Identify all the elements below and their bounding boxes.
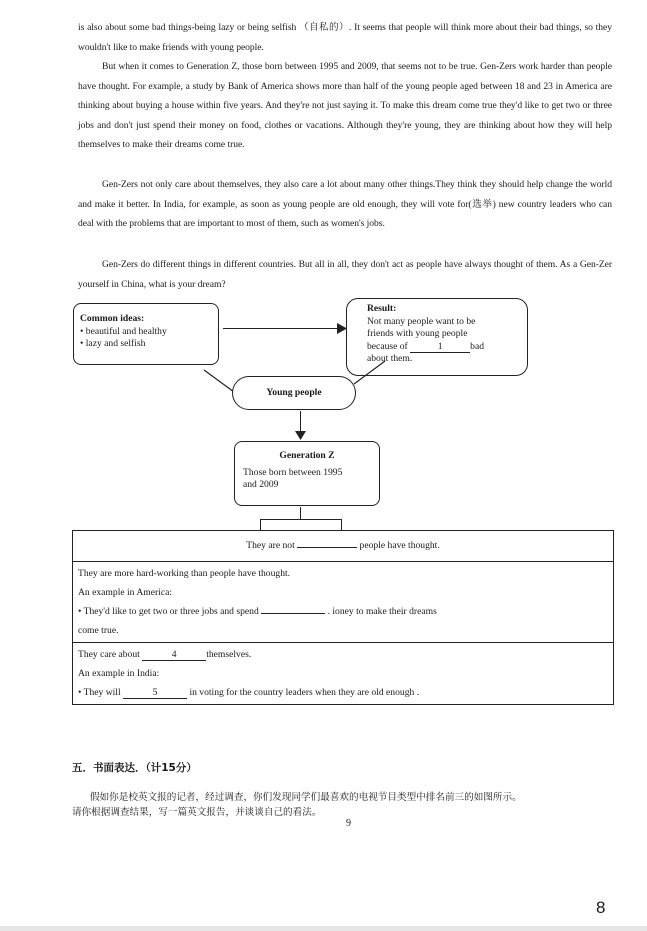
- passage-paragraph-2: But when it comes to Generation Z, those born between 1995 and 2009, that seems not to be true. Gen-Zers work harder than people have thought. For example, a study by Bank of America shows more than half of the young people aged between 18 and 23 in America are thinking about buying a house within five years. And they're not just saying it. To make this dream come true they'd like to get two or three jobs and don't just spend their money on food, clothes or vacations. Although they're young, they are thinking about how they will help themselves to make their dreams come true.: [78, 61, 612, 151]
- page-bottom-edge: [0, 926, 647, 931]
- table-row: [73, 531, 614, 562]
- page-number: 8: [596, 898, 606, 917]
- writing-instruction: 假如你是校英文报的记者，经过调查，你们发现同学们最喜欢的电视节目类型中排名前三的如图所示。: [90, 792, 522, 803]
- answer-blank-5[interactable]: 5: [123, 687, 187, 699]
- answer-blank-2[interactable]: [297, 536, 357, 548]
- table-text: An example in America:: [78, 587, 173, 598]
- common-ideas-title: Common ideas:: [80, 313, 145, 324]
- summary-table: [72, 530, 614, 705]
- result-line: about them.: [367, 353, 413, 364]
- result-line: friends with young people: [367, 328, 468, 339]
- young-people-box: Young people: [232, 376, 356, 410]
- answer-blank-4[interactable]: 4: [142, 649, 206, 661]
- table-text: They are more hard-working than people have thought.: [78, 568, 291, 579]
- table-text: come true.: [78, 625, 119, 636]
- table-cell: [73, 562, 614, 643]
- result-line: because of 1 bad: [367, 340, 485, 352]
- inner-page-number: 9: [346, 818, 351, 829]
- writing-instruction: 请你根据调查结果，写一篇英文报告，并谈谈自己的看法。: [72, 807, 322, 818]
- result-title: Result:: [367, 303, 397, 314]
- generation-z-title: Generation Z: [279, 450, 335, 461]
- answer-blank-1[interactable]: 1: [410, 341, 470, 353]
- answer-blank-3[interactable]: [261, 602, 325, 614]
- result-line: Not many people want to be: [367, 315, 476, 327]
- generation-z-line: Those born between 1995: [243, 466, 343, 478]
- table-text: They care about 4 themselves.: [78, 649, 252, 660]
- writing-heading: 五．书面表达．（计15分）: [72, 762, 197, 774]
- arrow-line: [300, 411, 301, 433]
- generation-z-box: [234, 441, 380, 506]
- passage-paragraph-3: Gen-Zers not only care about themselves, they also care a lot about many other things.They think they should help change the world and make it better. In India, for example, as soon as young people are old enough, they will vote for(选举) new country leaders who can deal with the problems that are important to most of them, such as women's jobs.: [78, 179, 612, 230]
- table-text: • They will 5 in voting for the country leaders when they are old enough .: [78, 687, 420, 698]
- table-text: An example in India:: [78, 668, 160, 679]
- common-ideas-item: • lazy and selfish: [80, 338, 146, 349]
- table-row: [73, 562, 614, 643]
- common-ideas-item: • beautiful and healthy: [80, 325, 167, 337]
- passage-paragraph-continued: is also about some bad things-being lazy or being selfish （自私的）. It seems that people will think more about their bad things, so they wouldn't like to make friends with young people.: [78, 22, 612, 53]
- table-cell: [73, 643, 614, 705]
- table-row: [73, 643, 614, 705]
- passage-paragraph-4: Gen-Zers do different things in different countries. But all in all, they don't act as people have always thought of them. As a Gen-Zer yourself in China, what is your dream?: [78, 259, 612, 290]
- arrow-head-icon: [295, 431, 306, 440]
- generation-z-line: and 2009: [243, 479, 279, 490]
- table-text: • They'd like to get two or three jobs and spend . ioney to make their dreams: [78, 602, 608, 621]
- bracket-line: [260, 519, 342, 520]
- table-cell: They are not people have thought.: [73, 531, 614, 562]
